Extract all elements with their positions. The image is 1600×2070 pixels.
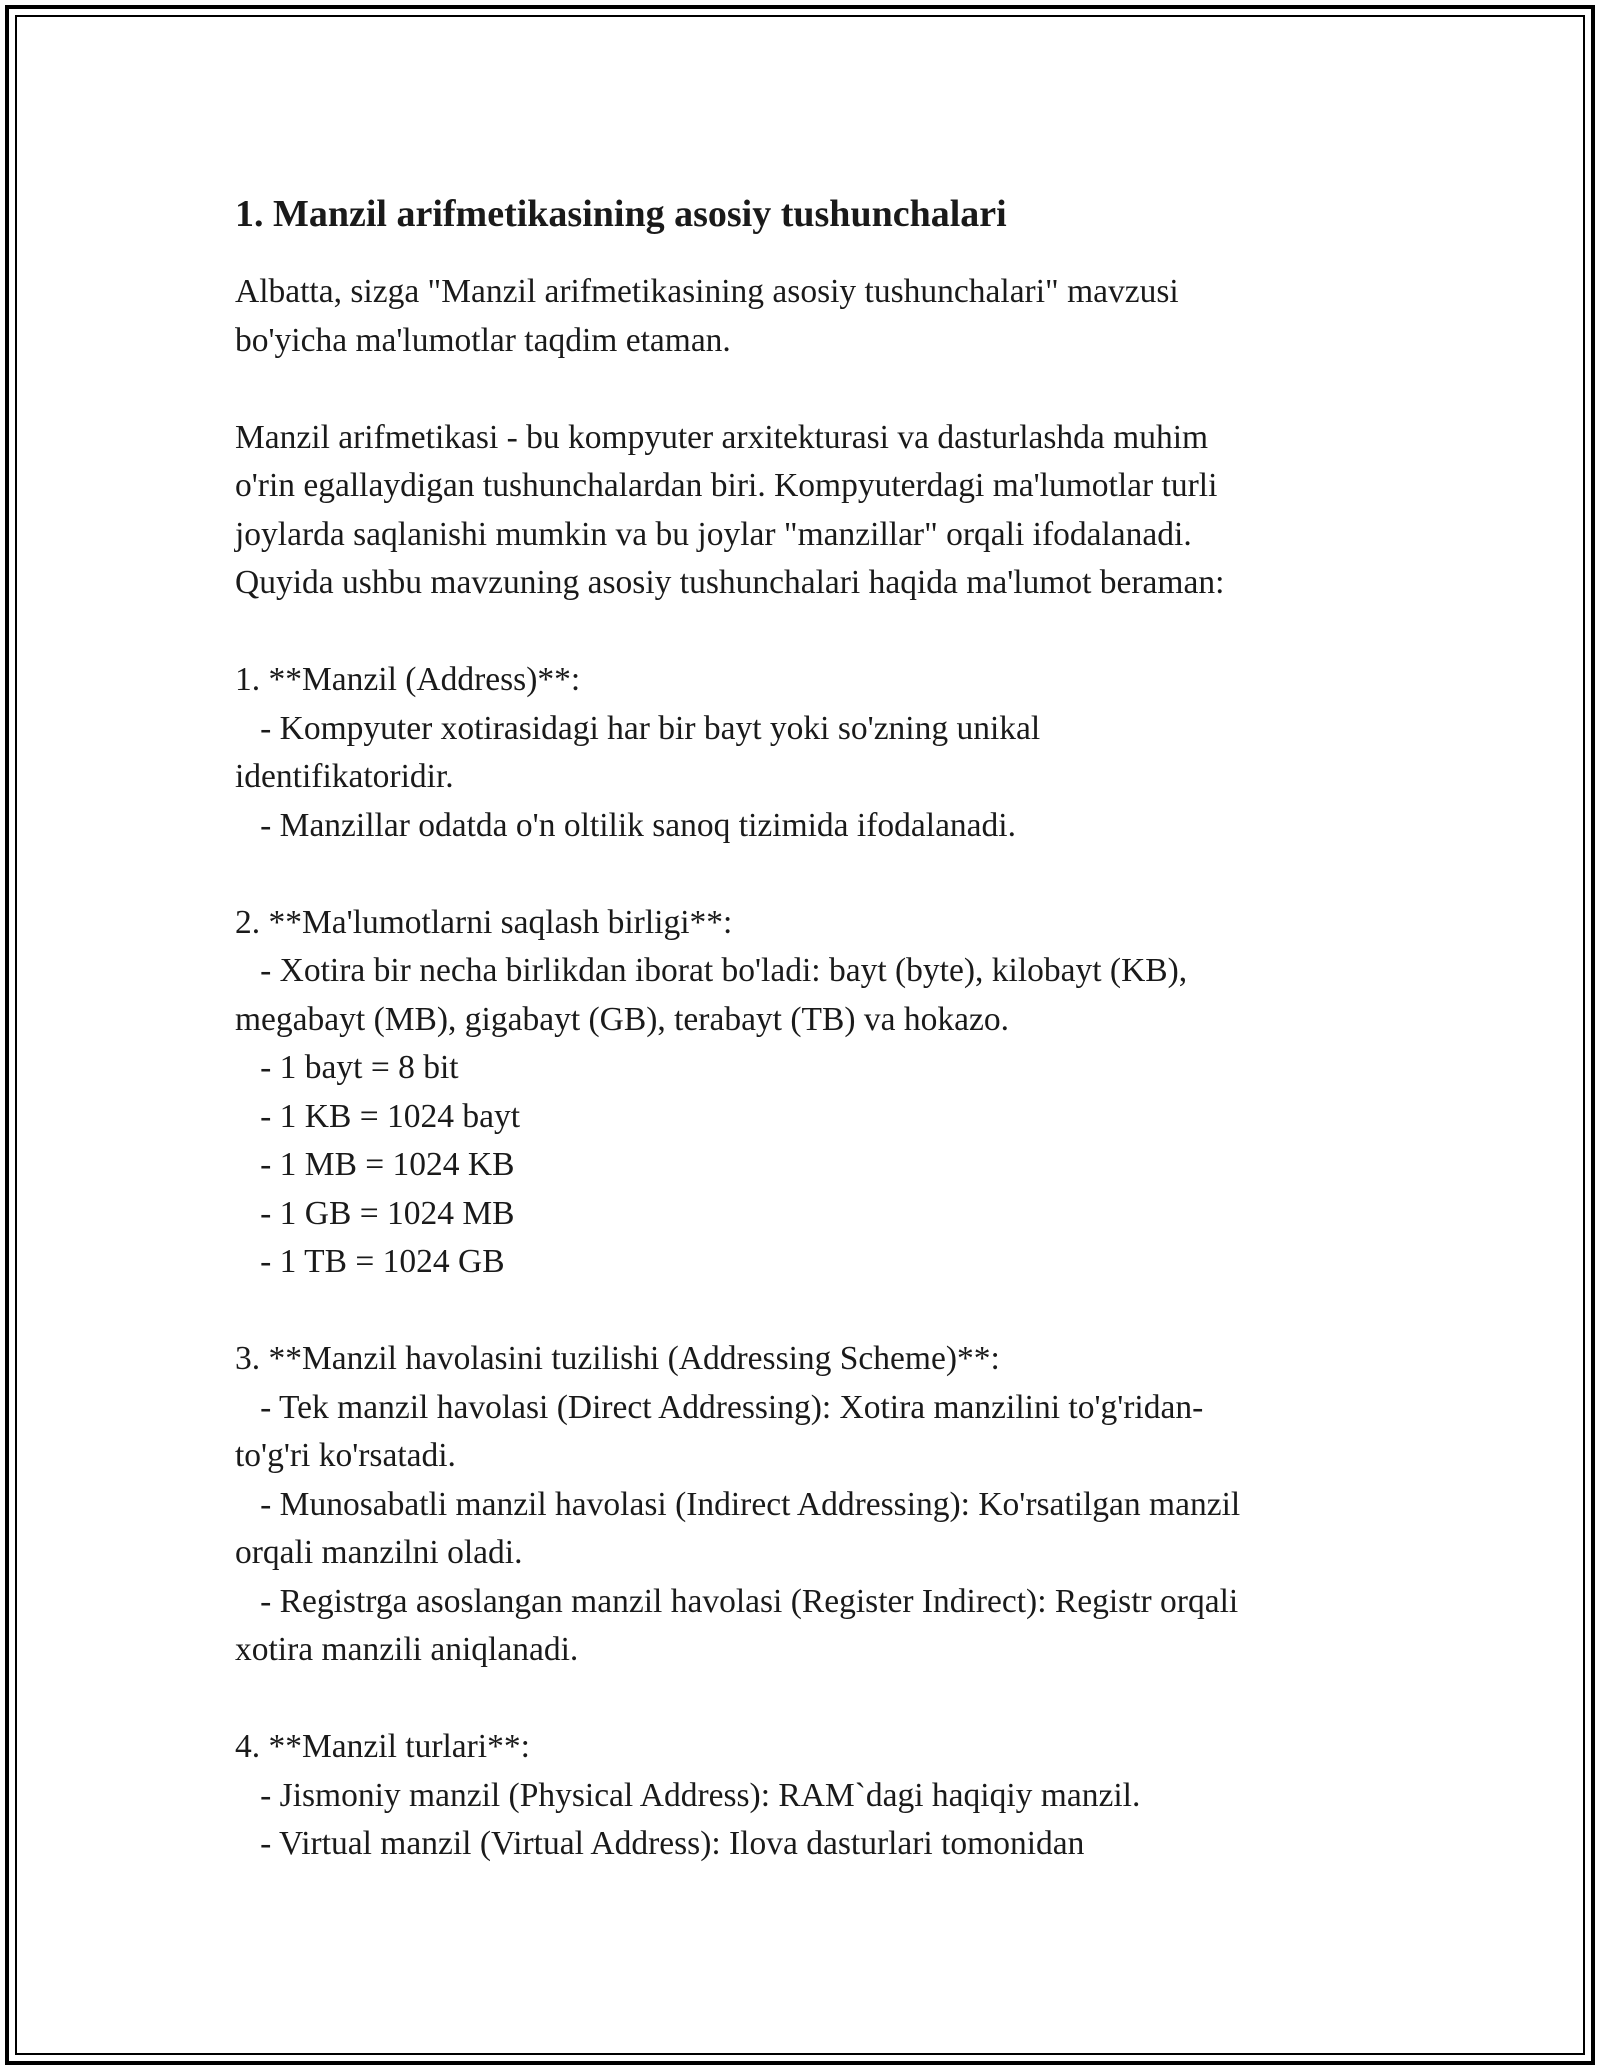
text-line: 3. **Manzil havolasini tuzilishi (Addressing Scheme)**: <box>235 1340 1000 1377</box>
blank-line <box>235 608 1375 657</box>
blank-line <box>235 1675 1375 1724</box>
text-line: 4. **Manzil turlari**: <box>235 1728 530 1765</box>
text-line: 1. **Manzil (Address)**: <box>235 661 581 698</box>
text-line: - 1 bayt = 8 bit <box>235 1049 459 1086</box>
document-body <box>235 186 1375 1869</box>
document-text <box>235 268 1375 1869</box>
text-line: - Virtual manzil (Virtual Address): Ilova dasturlari tomonidan <box>235 1825 1085 1862</box>
text-line: - 1 KB = 1024 bayt <box>235 1097 521 1135</box>
text-line: - Jismoniy manzil (Physical Address): RAM`dagi haqiqiy manzil. <box>235 1776 1141 1814</box>
text-line: o'rin egallaydigan tushunchalardan biri. Kompyuterdagi ma'lumotlar turli <box>235 467 1218 504</box>
text-line: - Registrga asoslangan manzil havolasi (Register Indirect): Registr orqali <box>235 1582 1239 1620</box>
blank-line <box>235 365 1375 414</box>
text-line: Quyida ushbu mavzuning asosiy tushunchalari haqida ma'lumot beraman: <box>235 564 1225 601</box>
text-line: to'g'ri ko'rsatadi. <box>235 1437 456 1474</box>
text-line: Albatta, sizga "Manzil arifmetikasining asosiy tushunchalari" mavzusi <box>235 273 1179 310</box>
text-line: - Manzillar odatda o'n oltilik sanoq tizimida ifodalanadi. <box>235 806 1016 844</box>
document-title: 1. Manzil arifmetikasining asosiy tushunchalari <box>235 193 1007 235</box>
text-line: - 1 GB = 1024 MB <box>235 1194 515 1232</box>
blank-line <box>235 1287 1375 1336</box>
text-line: megabayt (MB), gigabayt (GB), terabayt (TB) va hokazo. <box>235 1000 1009 1038</box>
text-line: 2. **Ma'lumotlarni saqlash birligi**: <box>235 903 733 941</box>
text-line: - 1 MB = 1024 KB <box>235 1146 515 1183</box>
text-line: Manzil arifmetikasi - bu kompyuter arxitekturasi va dasturlashda muhim <box>235 418 1209 456</box>
text-line: - Xotira bir necha birlikdan iborat bo'ladi: bayt (byte), kilobayt (KB), <box>235 952 1188 989</box>
blank-line <box>235 850 1375 899</box>
text-line: joylarda saqlanishi mumkin va bu joylar "manzillar" orqali ifodalanadi. <box>235 515 1192 553</box>
text-line: orqali manzilni oladi. <box>235 1534 523 1571</box>
text-line: - Kompyuter xotirasidagi har bir bayt yoki so'zning unikal <box>235 709 1041 747</box>
text-line: xotira manzili aniqlanadi. <box>235 1631 579 1668</box>
text-line: bo'yicha ma'lumotlar taqdim etaman. <box>235 321 731 359</box>
text-line: - Tek manzil havolasi (Direct Addressing): Xotira manzilini to'g'ridan- <box>235 1388 1204 1426</box>
text-line: identifikatoridir. <box>235 758 454 795</box>
text-line: - Munosabatli manzil havolasi (Indirect Addressing): Ko'rsatilgan manzil <box>235 1485 1241 1523</box>
text-line: - 1 TB = 1024 GB <box>235 1243 505 1280</box>
